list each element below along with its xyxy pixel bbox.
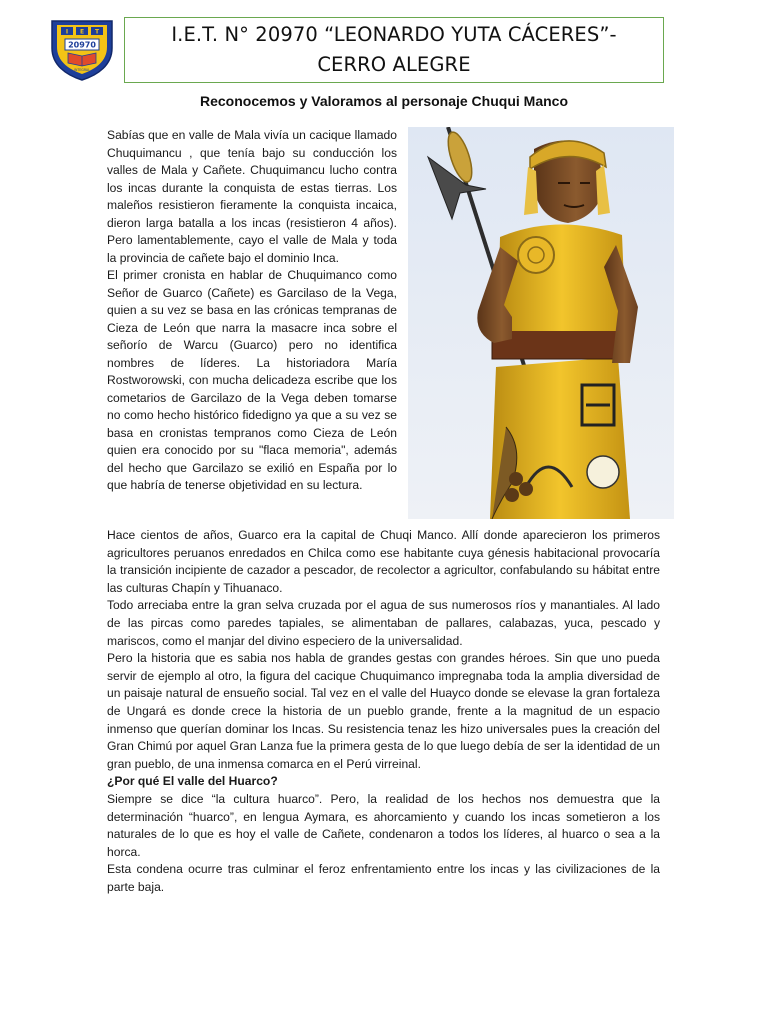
logo-motto: INTEGRAL [74, 68, 90, 72]
body-paragraph: Todo arreciaba entre la gran selva cruzada por el agua de sus numerosos ríos y manantiales. Al lado de las pircas como paredes tapiales, se alimentaban de pallares, calabazas, yuca, pescado y mariscos, como el manjar del divino especiero de la universalidad. [107, 598, 660, 648]
header-title-box [124, 17, 664, 83]
body-paragraph: Hace cientos de años, Guarco era la capital de Chuqi Manco. Allí donde aparecieron los primeros agricultores peruanos enredados en Chilca como ese habitante cuya génesis habitacional provocaría la transición incipiente de cazador a pescador, de recolector a agricultor, confabulando su hábitat entre las culturas Chapín y Tihuanaco. [107, 528, 660, 595]
article-subtitle: Reconocemos y Valoramos al personaje Chuqui Manco [200, 93, 568, 109]
body-paragraph: Esta condena ocurre tras culminar el feroz enfrentamiento entre los incas y las civilizaciones de la parte baja. [107, 862, 660, 894]
svg-text:E: E [79, 28, 85, 36]
section-heading: ¿Por qué El valle del Huarco? [107, 774, 278, 789]
chronicler-paragraph: El primer cronista en hablar de Chuquimanco como Señor de Guarco (Cañete) es Garcilaso de la Vega, quien a su vez se basa en las crónicas tempranas de Cieza de León que narra la masacre inca sobre el señorío de Warcu (Guarco) pero no identifica nombres de líderes. La historiadora María Rostworowski, con mucha delicadeza escribe que los cometarios de Garcilazo de la Vega deben tomarse no como hecho histórico fidedigno ya que a su vez se basa en cronistas tempranos como Cieza de León quien era conocido por su "flaca memoria", además del hecho que Garcilazo se exilió en España por lo que habría de tenerse objetividad en su lectura. [107, 268, 397, 492]
logo-number: 20970 [68, 40, 96, 50]
school-crest-icon [48, 18, 116, 82]
page-title: I.E.T. N° 20970 “LEONARDO YUTA CÁCERES”-CERRO ALEGRE [171, 23, 617, 76]
svg-text:I: I [65, 28, 69, 36]
inca-warrior-statue-image [408, 127, 674, 519]
intro-column [107, 127, 397, 495]
intro-paragraph: Sabías que en valle de Mala vivía un cacique llamado Chuquimancu , que tenía bajo su conducción los valles de Mala y Cañete. Chuquimancu lucho contra los incas durante la conquista de estas tierras. Los maleños resistieron fieramente la conquista incaica, dieron larga batalla a los incas (resistieron 4 años). Pero lamentablemente, cayo el valle de Mala y toda la provincia de cañete bajo el dominio Inca. [107, 128, 397, 265]
article-body [107, 527, 660, 896]
body-paragraph: Siempre se dice “la cultura huarco”. Pero, la realidad de los hechos nos demuestra que la determinación “huarco”, en lengua Aymara, es ahorcamiento y cuando los incas sometieron a los naturales de lo que es hoy el valle de Cañete, condenaron a todos los líderes, al huarco o sea a la horca. [107, 791, 660, 859]
body-paragraph: Pero la historia que es sabia nos habla de grandes gestas con grandes héroes. Sin que uno pueda servir de ejemplo al otro, la figura del cacique Chuquimanco impregnaba toda la amplia diversidad de un paisaje natural de ensueño social. Tal vez en el valle del Huayco donde se elevase la gran fortaleza de Ungará es donde crece la historia de un pueblo grande, frente a la magnitud de un espacio inmenso que querían dominar los Incas. Su resistencia tenaz les hizo universales pues la creación del Gran Chimú por aquel Gran Lanza fue la primera gesta de lo que luego debía de ser la identidad de un gran pueblo, de una inmensa comarca en el Perú virreinal. [107, 651, 660, 771]
svg-text:T: T [94, 28, 100, 36]
